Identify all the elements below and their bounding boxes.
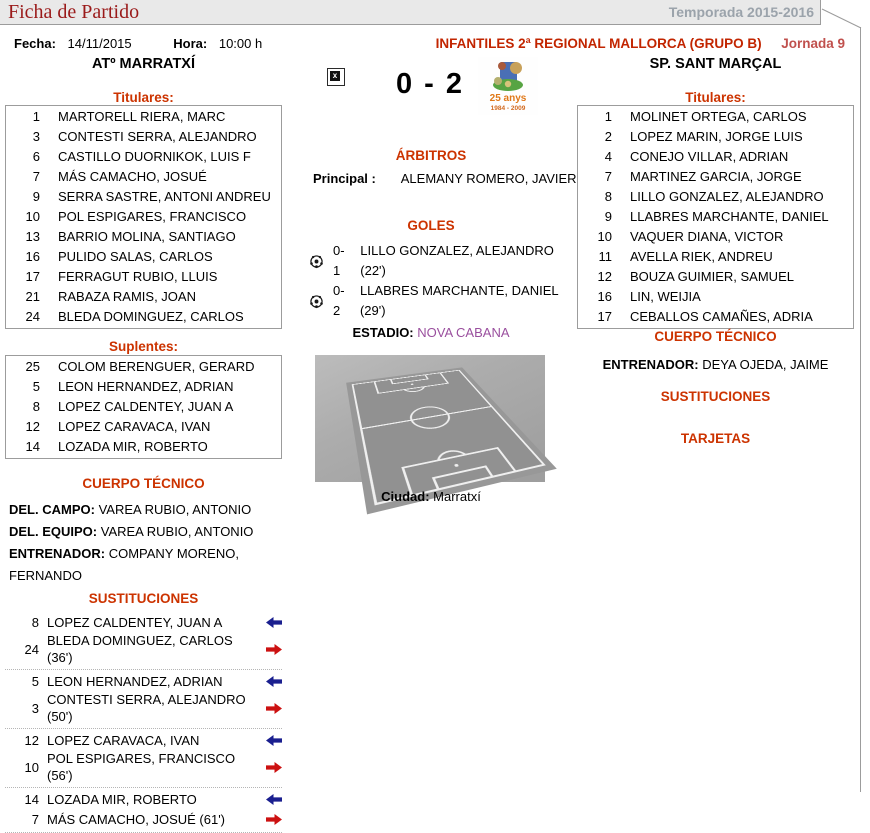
player-row — [578, 107, 853, 127]
sub-out-row — [5, 691, 282, 725]
away-staff-heading: CUERPO TÉCNICO — [654, 329, 777, 344]
player-row — [6, 187, 281, 207]
staff-row — [577, 357, 854, 372]
player-name: MARTORELL RIERA, MARC — [58, 109, 226, 124]
goles-heading: GOLES — [407, 218, 455, 233]
principal-label: Principal : — [313, 171, 376, 186]
player-row — [6, 307, 281, 327]
page-corner-fold — [810, 0, 870, 30]
player-row — [6, 267, 281, 287]
player-number: 10 — [597, 229, 612, 244]
sub-out-arrow-icon — [266, 644, 282, 655]
away-titulares-heading: Titulares: — [685, 90, 746, 105]
player-number: 17 — [597, 309, 612, 324]
home-substitutions-list — [5, 611, 282, 833]
player-row — [6, 417, 281, 437]
player-name: POL ESPIGARES, FRANCISCO (56') — [47, 751, 236, 783]
player-number: 9 — [32, 189, 40, 204]
sheet-right-border — [860, 27, 861, 792]
sub-in-row — [5, 612, 282, 632]
staff-name: COMPANY MORENO, FERNANDO — [9, 546, 239, 583]
player-name: LLABRES MARCHANTE, DANIEL — [630, 209, 829, 224]
player-row — [6, 167, 281, 187]
home-suplentes-heading: Suplentes: — [108, 339, 178, 354]
referee-principal-row — [313, 171, 577, 186]
sub-in-row — [5, 671, 282, 691]
player-row — [578, 147, 853, 167]
match-datetime — [14, 36, 262, 51]
player-number: 24 — [24, 641, 39, 657]
crest-text-25anys: 25 anys — [489, 93, 527, 104]
goal-scorer: LLABRES MARCHANTE, DANIEL (29') — [359, 283, 559, 318]
stadium-row — [300, 325, 562, 340]
stadium-link[interactable]: NOVA CABANA — [417, 325, 510, 340]
ciudad-label: Ciudad: — [381, 489, 430, 504]
player-number: 8 — [32, 399, 40, 414]
fecha-label: Fecha: — [14, 36, 56, 51]
player-name: SERRA SASTRE, ANTONI ANDREU — [58, 189, 271, 204]
stadium-field-image — [315, 355, 545, 482]
soccer-ball-icon — [310, 295, 323, 308]
season-label: Temporada 2015-2016 — [668, 4, 814, 20]
ciudad-value: Marratxí — [433, 489, 481, 504]
player-row — [6, 107, 281, 127]
player-row — [578, 207, 853, 227]
city-row — [300, 489, 562, 504]
top-strip — [0, 0, 821, 25]
player-name: LIN, WEIJIA — [630, 289, 701, 304]
home-crest-broken-image-icon — [327, 68, 345, 86]
home-staff-list — [9, 499, 265, 587]
arbitros-heading: ÁRBITROS — [395, 148, 467, 163]
player-row — [578, 307, 853, 327]
player-number: 25 — [25, 359, 40, 374]
sub-out-row — [5, 632, 282, 666]
player-name: VAQUER DIANA, VICTOR — [630, 229, 784, 244]
player-name: LOPEZ CALDENTEY, JUAN A — [58, 399, 234, 414]
player-number: 14 — [25, 439, 40, 454]
soccer-ball-icon — [310, 255, 323, 268]
player-name: COLOM BERENGUER, GERARD — [58, 359, 255, 374]
staff-role: ENTRENADOR: — [9, 546, 106, 561]
player-name: POL ESPIGARES, FRANCISCO — [58, 209, 247, 224]
goal-row — [310, 281, 565, 321]
player-row — [6, 357, 281, 377]
sub-out-arrow-icon — [266, 703, 282, 714]
sub-in-row — [5, 789, 282, 809]
player-number: 17 — [25, 269, 40, 284]
away-cards-heading: TARJETAS — [680, 431, 751, 446]
player-row — [6, 127, 281, 147]
player-name: LEON HERNANDEZ, ADRIAN — [47, 673, 223, 689]
sub-in-row — [5, 730, 282, 750]
player-name: LOZADA MIR, ROBERTO — [58, 439, 208, 454]
staff-role: ENTRENADOR: — [602, 357, 699, 372]
player-row — [578, 187, 853, 207]
staff-role: DEL. EQUIPO: — [9, 524, 98, 539]
player-number: 5 — [32, 379, 40, 394]
player-row — [6, 377, 281, 397]
player-name: FERRAGUT RUBIO, LLUIS — [58, 269, 218, 284]
player-number: 6 — [32, 149, 40, 164]
broken-x-glyph: x — [330, 71, 340, 81]
away-team-name: SP. SANT MARÇAL — [649, 56, 782, 72]
player-number: 1 — [604, 109, 612, 124]
staff-row — [9, 499, 265, 521]
player-number: 24 — [25, 309, 40, 324]
player-name: PULIDO SALAS, CARLOS — [58, 249, 213, 264]
staff-name: VAREA RUBIO, ANTONIO — [100, 524, 254, 539]
league-name: INFANTILES 2ª REGIONAL MALLORCA (GRUPO B) — [435, 36, 762, 51]
home-titulares-heading: Titulares: — [113, 90, 174, 105]
player-number: 21 — [25, 289, 40, 304]
player-name: MARTINEZ GARCIA, JORGE — [630, 169, 802, 184]
sub-out-row — [5, 809, 282, 829]
score: 0 - 2 — [395, 68, 465, 100]
player-name: CEBALLOS CAMAÑES, ADRIA — [630, 309, 813, 324]
substitution-pair — [5, 670, 282, 729]
player-name: LILLO GONZALEZ, ALEJANDRO — [630, 189, 824, 204]
player-row — [578, 227, 853, 247]
goal-score: 0-2 — [333, 283, 345, 318]
substitution-pair — [5, 788, 282, 833]
player-number: 10 — [24, 759, 39, 775]
principal-name: ALEMANY ROMERO, JAVIER — [400, 171, 577, 186]
player-name: LOPEZ CARAVACA, IVAN — [47, 732, 200, 748]
player-row — [578, 167, 853, 187]
player-name: MOLINET ORTEGA, CARLOS — [630, 109, 807, 124]
player-row — [6, 247, 281, 267]
player-row — [6, 147, 281, 167]
player-number: 4 — [604, 149, 612, 164]
player-row — [578, 267, 853, 287]
player-name: CONEJO VILLAR, ADRIAN — [630, 149, 789, 164]
player-row — [6, 287, 281, 307]
player-number: 7 — [31, 811, 39, 827]
home-suplentes-list — [5, 355, 282, 459]
player-name: LEON HERNANDEZ, ADRIAN — [58, 379, 234, 394]
home-staff-heading: CUERPO TÉCNICO — [82, 476, 205, 491]
player-name: BOUZA GUIMIER, SAMUEL — [630, 269, 794, 284]
estadio-label: ESTADIO: — [352, 325, 414, 340]
player-name: AVELLA RIEK, ANDREU — [630, 249, 773, 264]
player-number: 11 — [598, 249, 612, 264]
player-row — [6, 207, 281, 227]
staff-role: DEL. CAMPO: — [9, 502, 95, 517]
player-number: 5 — [31, 673, 39, 689]
player-name: LOZADA MIR, ROBERTO — [47, 791, 197, 807]
page-title: Ficha de Partido — [8, 1, 140, 23]
player-row — [578, 127, 853, 147]
player-name: CONTESTI SERRA, ALEJANDRO (50') — [47, 692, 246, 724]
player-number: 8 — [31, 614, 39, 630]
player-name: LOPEZ CARAVACA, IVAN — [58, 419, 211, 434]
player-name: BLEDA DOMINGUEZ, CARLOS — [58, 309, 244, 324]
goals-list — [310, 241, 565, 321]
sub-in-arrow-icon — [266, 735, 282, 746]
player-number: 1 — [32, 109, 40, 124]
player-number: 3 — [32, 129, 40, 144]
sub-out-arrow-icon — [266, 762, 282, 773]
player-row — [578, 247, 853, 267]
sub-out-arrow-icon — [266, 814, 282, 825]
player-number: 13 — [25, 229, 40, 244]
away-substitutions-heading: SUSTITUCIONES — [660, 389, 771, 404]
player-number: 8 — [604, 189, 612, 204]
player-name: CASTILLO DUORNIKOK, LUIS F — [58, 149, 251, 164]
player-name: BARRIO MOLINA, SANTIAGO — [58, 229, 236, 244]
sub-in-arrow-icon — [266, 617, 282, 628]
staff-row — [9, 521, 265, 543]
away-crest-logo — [478, 57, 538, 115]
hora-label: Hora: — [173, 36, 208, 51]
player-number: 12 — [597, 269, 612, 284]
sub-in-arrow-icon — [266, 676, 282, 687]
player-name: CONTESTI SERRA, ALEJANDRO — [58, 129, 257, 144]
player-number: 16 — [25, 249, 40, 264]
player-number: 12 — [25, 419, 40, 434]
player-number: 3 — [31, 700, 39, 716]
sub-in-arrow-icon — [266, 794, 282, 805]
player-row — [6, 397, 281, 417]
substitution-pair — [5, 611, 282, 670]
player-number: 10 — [25, 209, 40, 224]
player-number: 14 — [24, 791, 39, 807]
player-number: 12 — [24, 732, 39, 748]
staff-name: VAREA RUBIO, ANTONIO — [98, 502, 252, 517]
away-titulares-list — [577, 105, 854, 329]
goal-row — [310, 241, 565, 281]
player-row — [6, 437, 281, 457]
staff-row — [9, 543, 265, 587]
goal-score: 0-1 — [333, 243, 345, 278]
crest-text-years: 1984 - 2009 — [490, 105, 526, 112]
sub-out-row — [5, 750, 282, 784]
player-name: MÁS CAMACHO, JOSUÉ — [58, 169, 207, 184]
goal-scorer: LILLO GONZALEZ, ALEJANDRO (22') — [360, 243, 554, 278]
player-name: LOPEZ MARIN, JORGE LUIS — [630, 129, 803, 144]
player-number: 7 — [604, 169, 612, 184]
away-staff-list — [577, 357, 854, 372]
home-titulares-list — [5, 105, 282, 329]
player-name: RABAZA RAMIS, JOAN — [58, 289, 196, 304]
player-name: LOPEZ CALDENTEY, JUAN A — [47, 614, 223, 630]
jornada-label: Jornada 9 — [781, 36, 845, 51]
player-name: MÁS CAMACHO, JOSUÉ (61') — [47, 811, 226, 827]
player-number: 2 — [604, 129, 612, 144]
home-team-name: ATº MARRATXÍ — [91, 56, 196, 72]
fecha-value: 14/11/2015 — [67, 36, 132, 51]
player-name: BLEDA DOMINGUEZ, CARLOS (36') — [47, 633, 233, 665]
staff-name: DEYA OJEDA, JAIME — [702, 357, 829, 372]
player-number: 7 — [32, 169, 40, 184]
substitution-pair — [5, 729, 282, 788]
player-row — [578, 287, 853, 307]
hora-value: 10:00 h — [218, 36, 263, 51]
home-substitutions-heading: SUSTITUCIONES — [88, 591, 199, 606]
player-row — [6, 227, 281, 247]
competition-line — [420, 36, 845, 51]
player-number: 16 — [597, 289, 612, 304]
player-number: 9 — [604, 209, 612, 224]
